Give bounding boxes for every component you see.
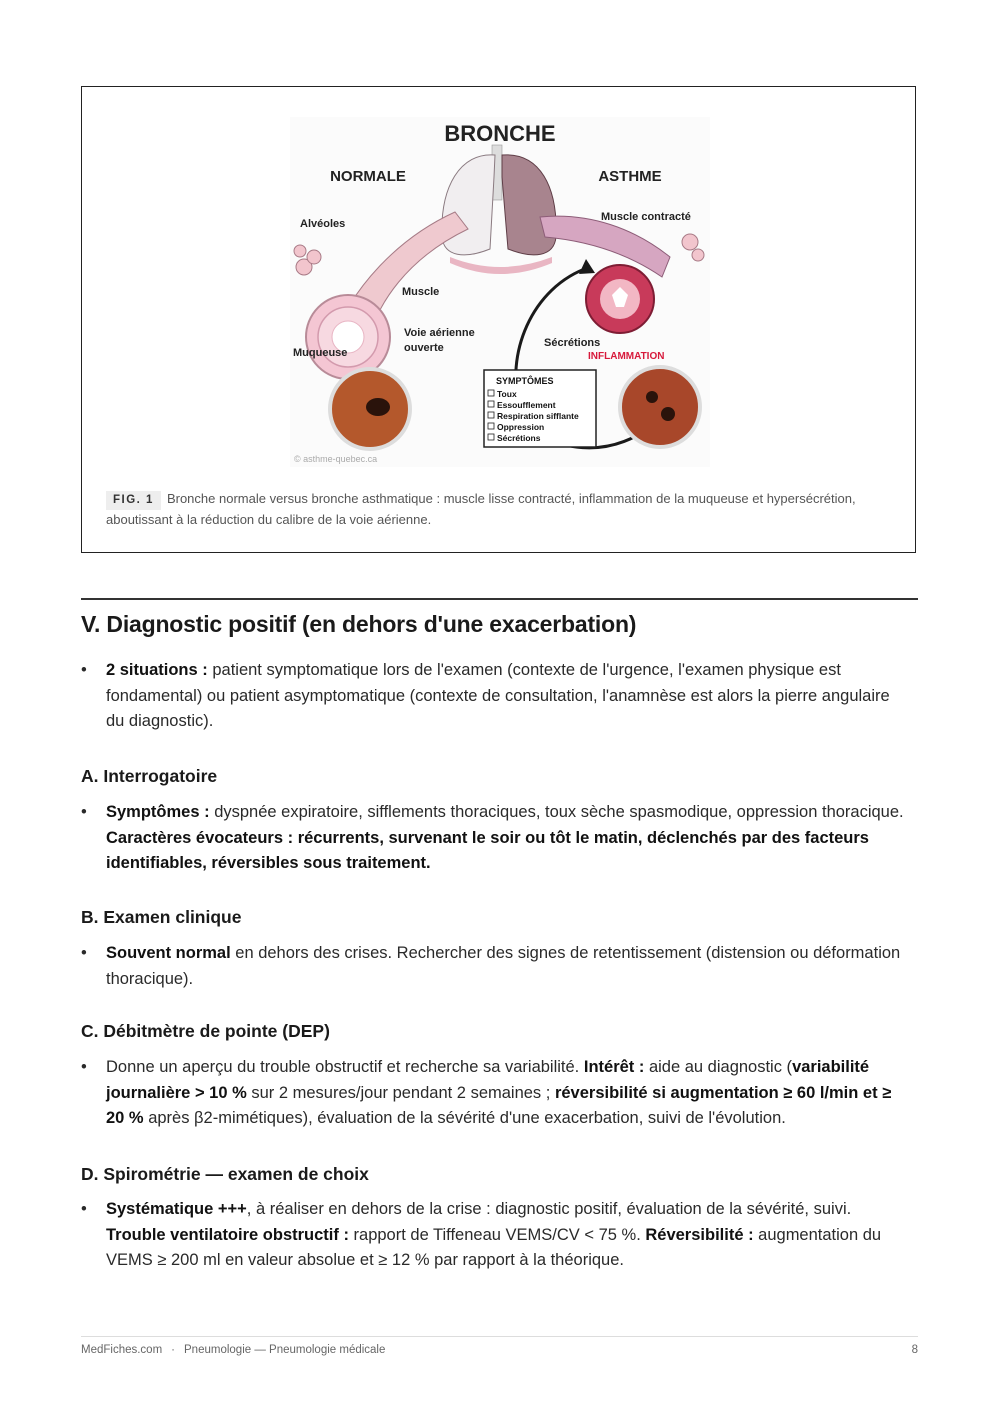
- bullet-dot: •: [81, 661, 87, 679]
- asthma-endoscopy-photo: [620, 367, 700, 447]
- d-bold-2: Trouble ventilatoire obstructif :: [106, 1225, 349, 1244]
- d-text-3: augmentation du VEMS ≥ 200 ml en valeur absolue et ≥ 12 % par rapport à la théorique.: [106, 1225, 882, 1269]
- symptom-item: Sécrétions: [497, 433, 541, 443]
- footer-divider: [81, 1336, 918, 1337]
- footer-site[interactable]: MedFiches.com: [81, 1344, 163, 1356]
- figure-tag: FIG. 1: [106, 491, 161, 510]
- b-bold-1: Souvent normal: [106, 944, 231, 962]
- c-text-4: après β2-mimétiques), évaluation de la sévérité d'une exacerbation, suivi de l'évolution.: [143, 1109, 786, 1127]
- a-text-1: dyspnée expiratoire, sifflements thoraciques, toux sèche spasmodique, oppression thoracique.: [209, 803, 904, 821]
- symptom-item: Toux: [497, 389, 517, 399]
- bullet-dot: •: [81, 944, 87, 962]
- bronchus-illustration: [290, 117, 710, 467]
- footer-breadcrumb[interactable]: Pneumologie — Pneumologie médicale: [184, 1344, 386, 1356]
- normal-label: NORMALE: [330, 168, 406, 185]
- subsection-b-bullet: [81, 941, 911, 992]
- subsection-b-title: B. Examen clinique: [81, 907, 242, 927]
- symptom-item: Essoufflement: [497, 400, 556, 410]
- alveoles-label: Alvéoles: [300, 218, 346, 230]
- c-bold-2: variabilité journalière > 10 %: [106, 1058, 870, 1102]
- d-text-1: , à réaliser en dehors de la crise : diagnostic positif, évaluation de la sévérité, suivi.: [246, 1200, 852, 1218]
- figure-box: [81, 86, 916, 553]
- footer: [81, 1344, 385, 1356]
- intro-bullet: [81, 658, 911, 735]
- credit-text: © asthme-quebec.ca: [294, 454, 378, 464]
- d-bold-1: Systématique +++: [106, 1200, 247, 1218]
- d-text-2: rapport de Tiffeneau VEMS/CV < 75 %.: [348, 1225, 646, 1244]
- c-text-1: Donne un aperçu du trouble obstructif et recherche sa variabilité.: [106, 1058, 584, 1076]
- symptom-checkbox: [488, 401, 494, 407]
- subsection-a-title: A. Interrogatoire: [81, 766, 218, 786]
- subsection-a-bullet: [81, 800, 911, 877]
- muqueuse-label: Muqueuse: [293, 347, 348, 359]
- c-text-2: aide au diagnostic (: [644, 1058, 793, 1076]
- bullet-dot: •: [81, 1058, 87, 1076]
- muscle-label: Muscle: [402, 286, 440, 298]
- symptom-item: Respiration sifflante: [497, 411, 579, 421]
- symptom-checkbox: [488, 390, 494, 396]
- page-number: 8: [911, 1344, 918, 1356]
- subsection-d-bullet: [81, 1197, 911, 1274]
- intro-text: patient symptomatique lors de l'examen (contexte de l'urgence, l'examen physique est fondamental) ou patient asymptomatique (contexte de consultation, l'anamnèse est alors la pierre angulaire du diagnostic).: [106, 661, 890, 730]
- c-bold-3: réversibilité si augmentation ≥ 60 l/min et ≥ 20 %: [106, 1083, 892, 1127]
- subsection-c-title: C. Débitmètre de pointe (DEP): [81, 1021, 330, 1041]
- symptom-checkbox: [488, 434, 494, 440]
- inflammation-label: INFLAMMATION: [588, 351, 665, 362]
- secretions-label: Sécrétions: [544, 337, 601, 349]
- symptoms-title: SYMPTÔMES: [496, 376, 554, 386]
- muscle-contracte-label: Muscle contracté: [601, 211, 691, 223]
- symptom-checkbox: [488, 412, 494, 418]
- section-title: V. Diagnostic positif (en dehors d'une exacerbation): [81, 611, 637, 637]
- figure-caption-text: Bronche normale versus bronche asthmatique : muscle lisse contracté, inflammation de la muqueuse et hypersécrétion, aboutissant à la réduction du calibre de la voie aérienne.: [106, 491, 856, 527]
- symptom-checkbox: [488, 423, 494, 429]
- c-text-3: sur 2 mesures/jour pendant 2 semaines ;: [246, 1083, 555, 1102]
- section-divider: [81, 598, 918, 600]
- illustration-title: BRONCHE: [444, 121, 556, 146]
- bullet-dot: •: [81, 803, 87, 821]
- intro-bold: 2 situations :: [106, 661, 208, 679]
- c-bold-1: Intérêt :: [583, 1058, 645, 1076]
- bullet-dot: •: [81, 1200, 87, 1218]
- figure-caption: [106, 489, 886, 530]
- symptom-item: Oppression: [497, 422, 545, 432]
- subsection-c-bullet: [81, 1055, 911, 1132]
- d-bold-3: Réversibilité :: [645, 1225, 754, 1244]
- b-text-1: en dehors des crises. Rechercher des signes de retentissement (distension ou déformation thoracique).: [106, 944, 901, 988]
- voie-label-2: ouverte: [404, 342, 444, 354]
- a-bold-1: Symptômes :: [106, 803, 210, 821]
- subsection-d-title: D. Spirométrie — examen de choix: [81, 1164, 369, 1184]
- asthma-label: ASTHME: [598, 168, 662, 185]
- a-bold-2: Caractères évocateurs : récurrents, survenant le soir ou tôt le matin, déclenchés par des facteurs identifiables, réversibles sous traitement.: [106, 828, 869, 872]
- footer-separator: ·: [171, 1344, 176, 1356]
- voie-label-1: Voie aérienne: [404, 327, 475, 339]
